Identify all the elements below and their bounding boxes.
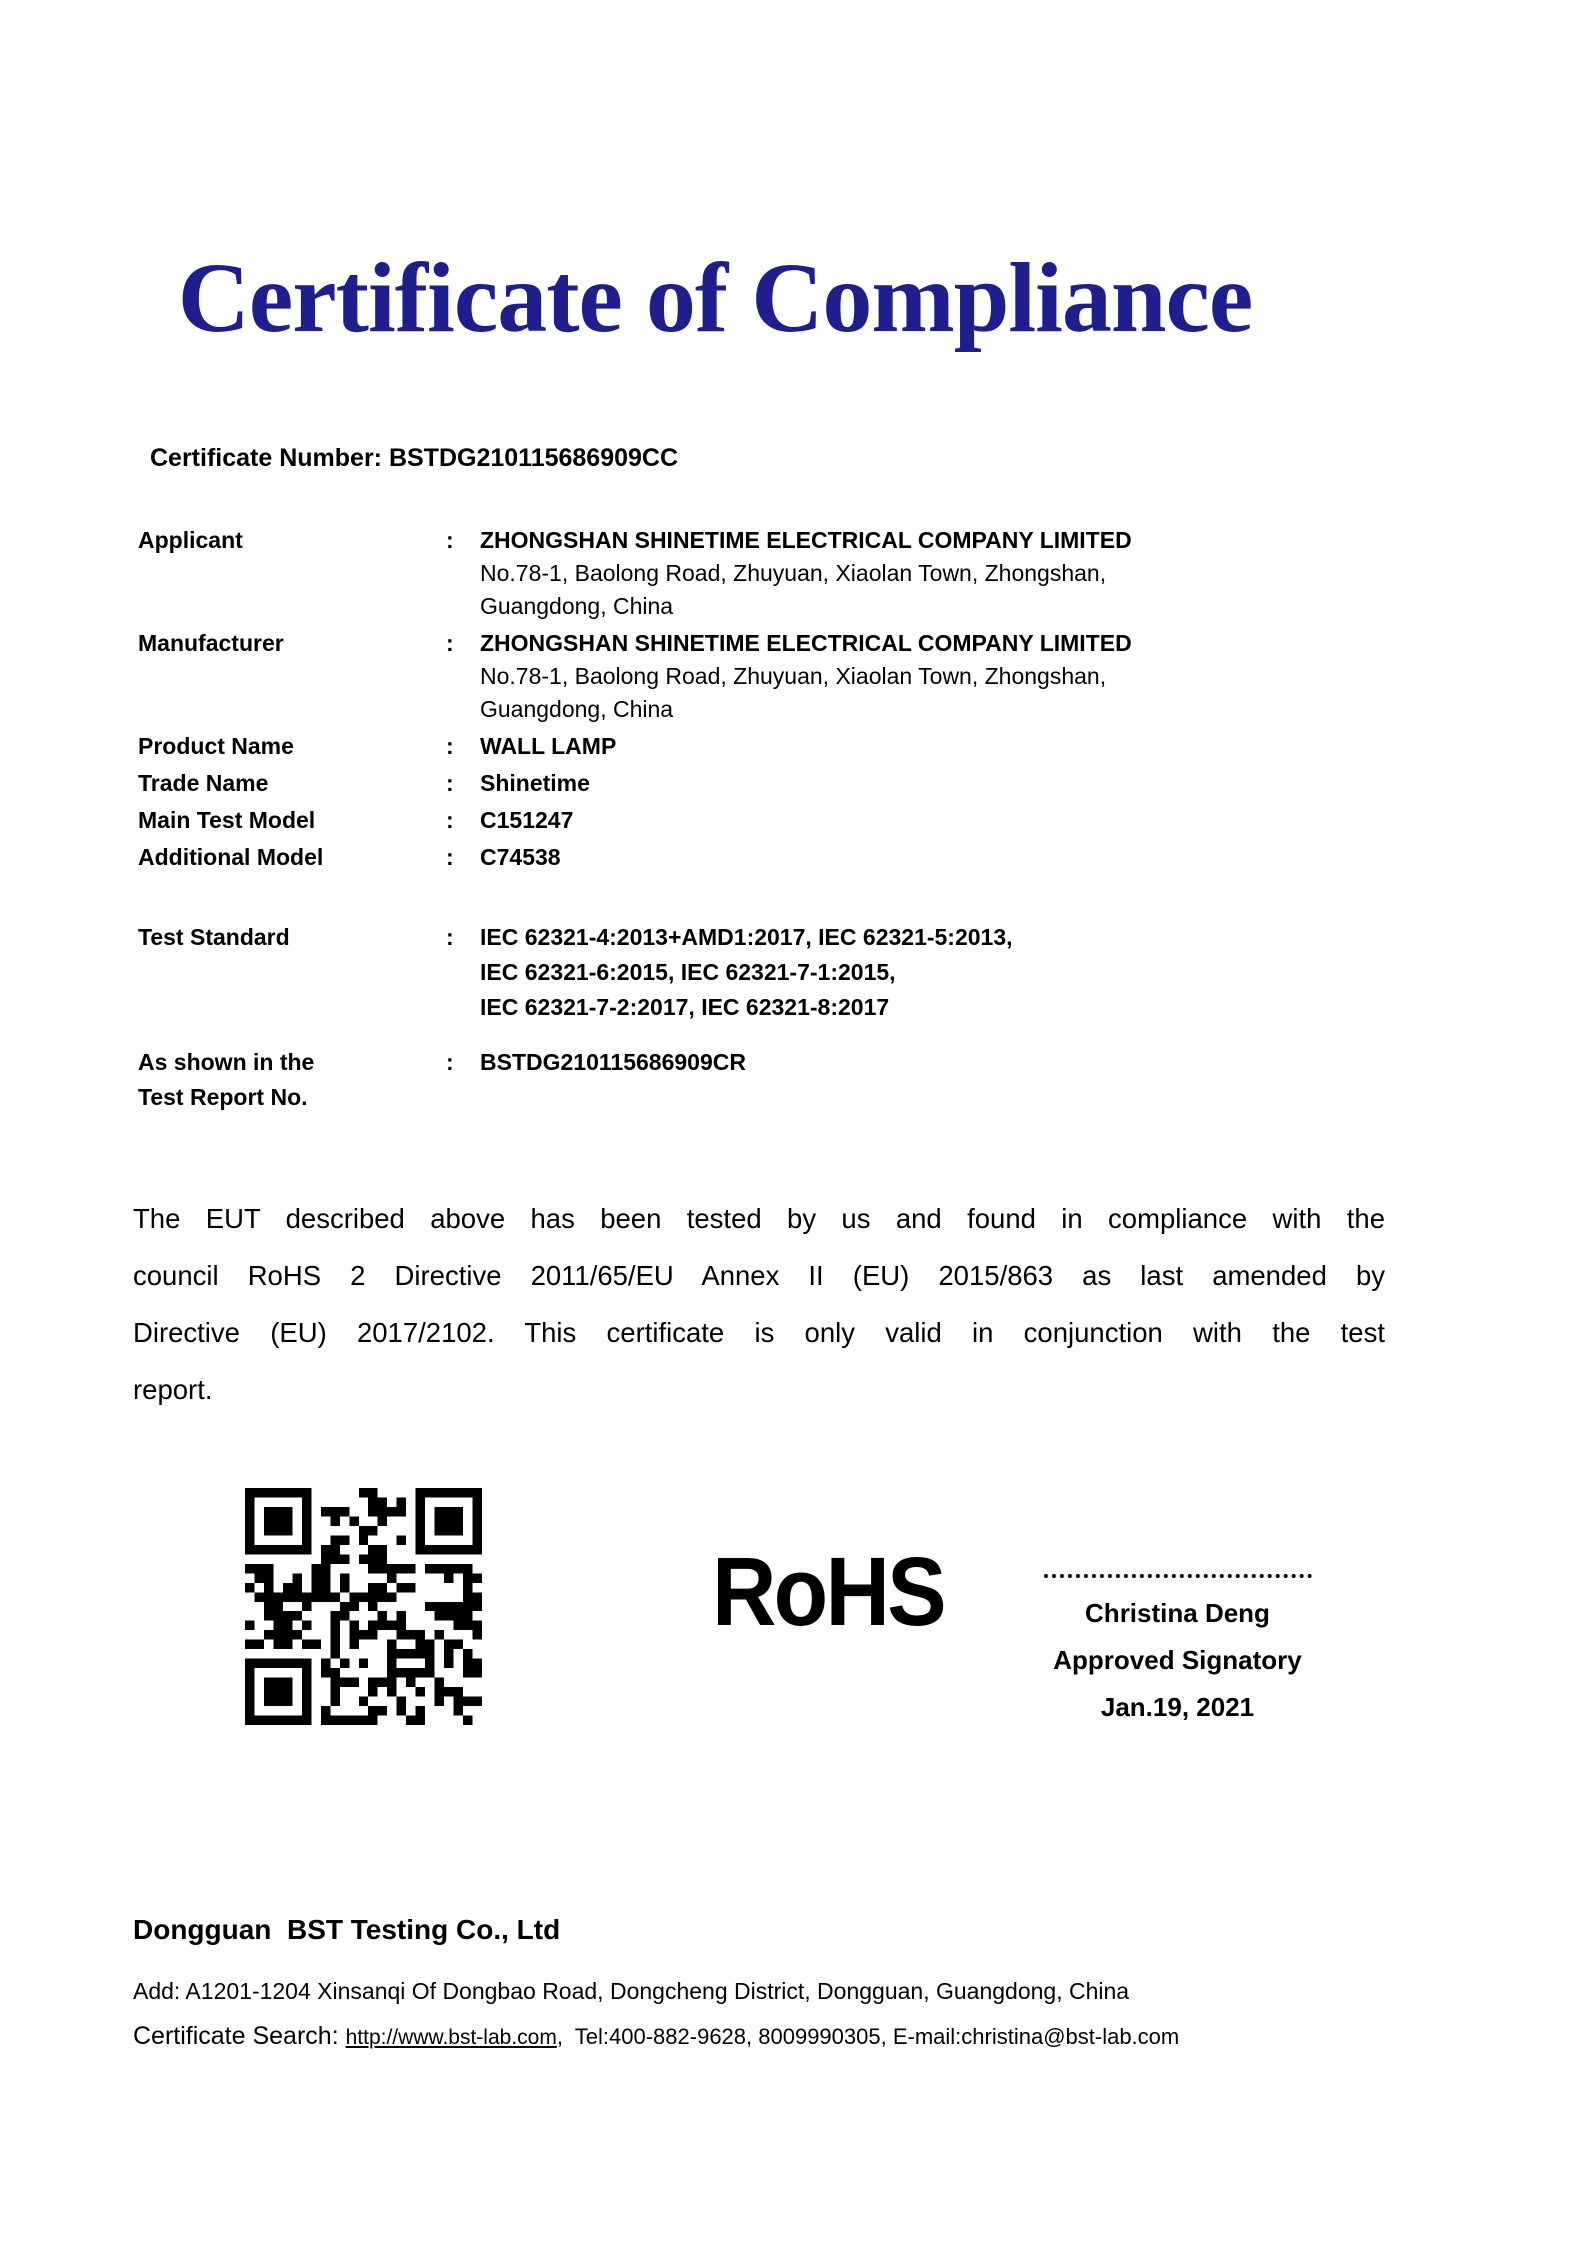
info-row-applicant bbox=[138, 524, 1478, 623]
statement-line3: Directive (EU) 2017/2102. This certificate is only valid in conjunction with the test bbox=[133, 1317, 1385, 1348]
test-report-number-value: BSTDG210115686909CR bbox=[480, 1049, 746, 1075]
applicant-address-line1: No.78-1, Baolong Road, Zhuyuan, Xiaolan Town, Zhongshan, bbox=[480, 560, 1107, 586]
product-name-value: WALL LAMP bbox=[480, 733, 617, 759]
manufacturer-company: ZHONGSHAN SHINETIME ELECTRICAL COMPANY LIMITED bbox=[480, 630, 1132, 656]
info-row-test-standard bbox=[138, 920, 1478, 1025]
certificate-info-table bbox=[138, 524, 1478, 1119]
main-test-model-value: C151247 bbox=[480, 807, 574, 833]
test-standard-label: Test Standard bbox=[138, 924, 290, 950]
certificate-number-line bbox=[150, 444, 678, 473]
trade-name-value: Shinetime bbox=[480, 770, 590, 796]
colon-separator: : bbox=[446, 1049, 454, 1075]
trade-name-label: Trade Name bbox=[138, 770, 269, 796]
applicant-address-line2: Guangdong, China bbox=[480, 593, 674, 619]
test-report-label-line2: Test Report No. bbox=[138, 1084, 308, 1110]
manufacturer-label: Manufacturer bbox=[138, 630, 284, 656]
certificate-title: Certificate of Compliance bbox=[177, 242, 1253, 353]
manufacturer-address-line2: Guangdong, China bbox=[480, 696, 674, 722]
colon-separator: : bbox=[446, 924, 454, 950]
statement-line2: council RoHS 2 Directive 2011/65/EU Annex II (EU) 2015/863 as last amended by bbox=[133, 1260, 1385, 1291]
statement-line1: The EUT described above has been tested by us and found in compliance with the bbox=[133, 1203, 1385, 1234]
main-test-model-label: Main Test Model bbox=[138, 807, 316, 833]
colon-separator: : bbox=[446, 527, 454, 553]
test-standard-line2: IEC 62321-6:2015, IEC 62321-7-1:2015, bbox=[480, 959, 896, 985]
test-standard-line3: IEC 62321-7-2:2017, IEC 62321-8:2017 bbox=[480, 994, 890, 1020]
qr-code bbox=[245, 1488, 482, 1725]
product-name-label: Product Name bbox=[138, 733, 294, 759]
statement-line4: report. bbox=[133, 1374, 213, 1405]
footer-contact-info: , Tel:400-882-9628, 8009990305, E-mail:christina@bst-lab.com bbox=[556, 2024, 1180, 2049]
colon-separator: : bbox=[446, 770, 454, 796]
test-report-label-line1: As shown in the bbox=[138, 1049, 315, 1075]
info-row-product-name bbox=[138, 730, 1478, 763]
compliance-statement bbox=[133, 1190, 1385, 1418]
certificate-search-label: Certificate Search: bbox=[133, 2022, 339, 2050]
manufacturer-address-line1: No.78-1, Baolong Road, Zhuyuan, Xiaolan Town, Zhongshan, bbox=[480, 663, 1107, 689]
info-row-test-report bbox=[138, 1045, 1478, 1115]
signature-date: Jan.19, 2021 bbox=[1100, 1692, 1255, 1722]
applicant-company: ZHONGSHAN SHINETIME ELECTRICAL COMPANY LIMITED bbox=[480, 527, 1132, 553]
test-standard-line1: IEC 62321-4:2013+AMD1:2017, IEC 62321-5:2013, bbox=[480, 924, 1013, 950]
info-row-additional-model bbox=[138, 841, 1478, 874]
info-row-main-test-model bbox=[138, 804, 1478, 837]
colon-separator: : bbox=[446, 733, 454, 759]
signature-dotted-line bbox=[1044, 1574, 1312, 1578]
additional-model-value: C74538 bbox=[480, 844, 561, 870]
colon-separator: : bbox=[446, 630, 454, 656]
info-row-manufacturer bbox=[138, 627, 1478, 726]
lab-company-name: Dongguan BST Testing Co., Ltd bbox=[133, 1914, 561, 1945]
applicant-label: Applicant bbox=[138, 527, 243, 553]
additional-model-label: Additional Model bbox=[138, 844, 324, 870]
certificate-search-link[interactable]: http://www.bst-lab.com bbox=[345, 2026, 557, 2049]
rohs-logo: RoHS bbox=[712, 1537, 944, 1646]
certificate-search-line bbox=[133, 2022, 1179, 2051]
certificate-number-value: BSTDG210115686909CC bbox=[388, 444, 679, 472]
info-row-trade-name bbox=[138, 767, 1478, 800]
signatory-role: Approved Signatory bbox=[1053, 1645, 1302, 1675]
certificate-number-label: Certificate Number: bbox=[150, 444, 382, 472]
colon-separator: : bbox=[446, 844, 454, 870]
colon-separator: : bbox=[446, 807, 454, 833]
lab-address: Add: A1201-1204 Xinsanqi Of Dongbao Road, Dongcheng District, Dongguan, Guangdong, China bbox=[133, 1978, 1130, 2004]
signature-block bbox=[1040, 1574, 1315, 1731]
signatory-name: Christina Deng bbox=[1085, 1598, 1270, 1628]
